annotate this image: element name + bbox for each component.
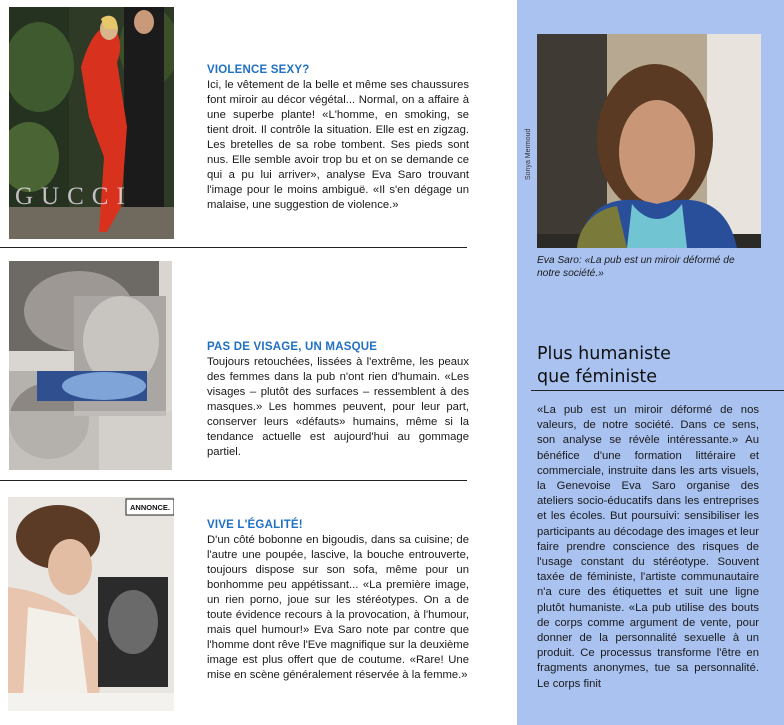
annonce-ad-photo [8,497,174,711]
article-body: D'un côté bobonne en bigoudis, dans sa cuisine; de l'autre une poupée, lascive, la bouche entrouverte, toujours dispose sur son sofa, même pour un bonhomme peu appétissant... «La première image, un rien porno, joue sur les stéréotypes. On a de toute évidence recours à la provocation, à l'humour, mais quel humour!» Eva Saro note par contre que l'homme dont rêve l'Eve magnifique sur la deuxième image est plus offert que de coutume. «Rare! Une mise en scène généralement réservée à la femme.» [207,534,469,681]
mask-collage-photo [9,261,172,470]
article-body: Toujours retouchées, lissées à l'extrême, les peaux des femmes dans la pub n'ont rien d'humain. «Les visages – plutôt des surfaces – ressemblent à des masques.» Les hommes peuvent, pour leur part, conserver leurs «défauts» humains, même si la tendance actuelle est aujourd'hui au gommage partiel. [207,356,469,458]
article-masque [207,341,469,460]
eva-saro-portrait [537,34,761,248]
divider [0,480,467,481]
sidebar-body: «La pub est un miroir déformé de nos valeurs, de notre société. Dans ce sens, son analyse se révèle intéressante.» Au bénéfice d'une formation littéraire et commerciale, instruite dans les arts visuels, la Genevoise Eva Saro organise des ateliers socio-éducatifs dans les entreprises et les écoles. But poursuivi: sensibiliser les participants au décodage des images et leur faire prendre conscience des risques de l'usage constant du stéréotype. Souvent taxée de féministe, l'artiste communautaire n'a cure des étiquettes et suit une ligne plutôt humaniste. «La pub utilise des bouts de corps comme argument de vente, pour donner de la personnalité sexuelle à un produit. Ce processus transforme l'être en fragments anonymes, tue sa personnalité. Le corps finit [537,404,759,690]
divider [0,247,467,248]
article-violence [207,64,469,213]
portrait-caption: Eva Saro: «La pub est un miroir déformé de notre société.» [537,255,735,279]
gucci-logo: GUCCI [15,183,133,210]
article-title: VIOLENCE SEXY? [207,64,310,76]
gucci-ad-photo [9,7,174,239]
article-title: VIVE L'ÉGALITÉ! [207,519,303,531]
annonce-label: ANNONCE. [130,503,171,512]
sidebar-divider [531,390,784,391]
sidebar-title [537,343,671,389]
sidebar-title-line2: que féministe [537,367,658,387]
sidebar [517,0,784,725]
sidebar-title-line1: Plus humaniste [537,344,671,364]
photo-credit: Sonya Mermoud [525,128,532,180]
article-egalite [207,519,469,683]
article-title: PAS DE VISAGE, UN MASQUE [207,341,378,353]
article-body: Ici, le vêtement de la belle et même ses chaussures font miroir au décor végétal... Normal, on a affaire à une superbe plante! «L'homme, en smoking, se tient droit. Il contrôle la situation. Elle est en zigzag. Les bretelles de sa robe tombent. Ses pieds sont nus. Elle semble avoir trop bu et on se demande ce qui a pu lui arriver», analyse Eva Saro trouvant l'image pour le moins ambiguë. «Il s'en dégage un malaise, une suggestion de violence.» [207,79,469,211]
